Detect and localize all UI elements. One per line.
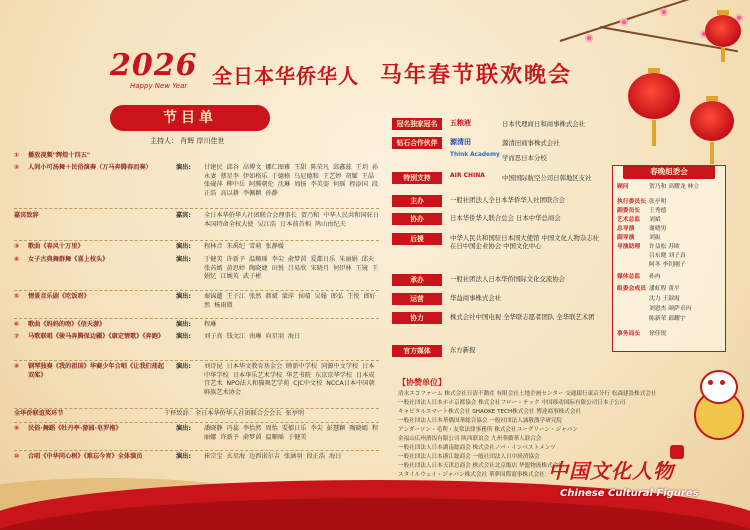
program-performers: 程林音 朱禹纪 雪莉 张静媛: [204, 243, 284, 250]
committee-names: 刘振: [649, 235, 661, 241]
committee-box: [612, 165, 726, 352]
committee-role: 副导演: [617, 235, 635, 241]
program-performers: 干杯致辞：全日本华侨华人社团联合会会长 张亭明: [164, 410, 305, 417]
divider: [14, 208, 379, 209]
program-role: 演出:: [176, 256, 191, 263]
brand-title: 中国文化人物: [548, 459, 674, 483]
organizer-value: 华益商事株式会社: [450, 294, 502, 302]
brand-subtitle: Chinese Cultural Figures: [560, 488, 699, 499]
organizer-row: [392, 137, 627, 151]
organizer-value: 日本华侨华人联合总会 日本中华总商会: [450, 214, 561, 222]
association-line: 清水エコファーム 株式会社日清不動産 有限会社土地企画センター 交通銀行東京分行 松森建設株式会社: [398, 391, 657, 397]
organizer-row: [392, 312, 627, 326]
seal-icon: [670, 445, 684, 459]
program-role: 演出:: [176, 243, 191, 250]
program-number: ⑦: [14, 333, 20, 340]
organizer-row: [392, 152, 627, 166]
organizer-tag: 钻石合作伙伴: [392, 137, 442, 149]
committee-names: 谢晓男: [649, 226, 667, 232]
organizer-value: 一般社团法人日本华侨国际文化交流协会: [450, 275, 566, 283]
association-line: 金福山広州酒饭有限公司 陕西联谊会 九州華僑華人联合会: [398, 436, 542, 442]
program-title: 钢琴独奏《我的祖国》华裔少年合唱《让我们荡起双桨》: [28, 363, 165, 379]
organizer-tag: 运营: [392, 293, 442, 305]
lantern: [690, 96, 734, 166]
hosts-names: 肖辉 岸川佳世: [180, 137, 225, 145]
plum-blossom: [660, 8, 668, 16]
program-title: 歌曲《春风十万里》: [28, 243, 84, 250]
program-performers: 崔宗宝 玄星海 边西诺尔吉 张涵羽 段正浩 海日: [204, 453, 342, 460]
program-title: 合唱《中华同心树》《难忘今宵》全体演员: [28, 453, 143, 460]
program-performers: 刘子真 钱文江 南琳 向星羽 海日: [204, 333, 301, 340]
organizer-tag: 特别支持: [392, 172, 442, 184]
committee-names: 潘虹程 黄平: [649, 286, 680, 292]
program-role: 演出:: [176, 363, 191, 370]
association-line: 一般社団法人日本湖南総商会 株式会社ノバ・インベストメンツ: [398, 445, 556, 451]
organizer-tag: 后援: [392, 233, 442, 245]
program-role: 演出:: [176, 333, 191, 340]
committee-names: 刘恩杰 颜萨卓玛: [649, 306, 692, 312]
association-title: 【协赞单位】: [398, 378, 446, 387]
lion-mascot: [688, 370, 746, 440]
program-performers: 潘晓静 冯蕊 李怡然 周怡 雯郁日乐 李尖 彭慧颖 陶晓嫣 程丽娜 许新予 俞梦茵 温顺瑶 于健美: [204, 425, 379, 441]
organizer-value: 日本代理商日和商事株式会社: [502, 120, 586, 128]
organizer-value: 一般社团法人全日本华侨华人社团联合会: [450, 196, 566, 204]
program-performers: 秦锦蓮 王子江 张然 郝斌 蒙萍 侯晴 吴翰 郎弘 王悦 郎好然 杨雨微: [204, 293, 376, 309]
committee-role: 导演助理: [617, 244, 641, 250]
committee-names: 沈力 王淑霞: [649, 296, 680, 302]
program-number: ②: [14, 164, 20, 171]
plum-blossom: [585, 34, 593, 42]
program-number: ④: [14, 256, 20, 263]
program-role: 嘉宾:: [176, 212, 191, 219]
committee-role: 执行委员长: [617, 199, 646, 205]
program-performers: 于健美 许新予 温顺瑶 李尖 俞梦茵 爱都日乐 朱丽娟 邱天 张芮嫣 黄思婷 陶晓婕 田悦 吕易欣 宋晓月 何伊林 王镜 王娟忆 江婉英 武子彬: [204, 256, 379, 281]
program-title: 情景音乐剧《吃饭呀》: [28, 293, 90, 300]
committee-role: 艺术总监: [617, 217, 641, 223]
program-number: ⑥: [14, 321, 20, 328]
committee-names: 陈新荣 邱耀宇: [649, 316, 686, 322]
program-title: 歌曲《妈妈的吻》《信天游》: [28, 321, 106, 328]
plum-blossom: [620, 18, 628, 26]
program-role: 演出:: [176, 425, 191, 432]
hosts-label: 主持人：: [150, 137, 178, 145]
association-line: キャピタルスマート株式会社 SHAOKE TECH株式会社 博達商事株式会社: [398, 409, 582, 415]
organizer-row: [392, 172, 627, 186]
brand-logo: 源清田: [450, 138, 471, 146]
lantern: [628, 68, 680, 148]
divider: [14, 290, 379, 291]
committee-role: 顾问: [617, 184, 629, 190]
committee-names: 贺乃和 高耀龙 林立: [649, 184, 700, 190]
association-line: 一般社団法人日本天津总商会 株式会社北京飯店 华盟物流株式会社: [398, 463, 564, 469]
committee-role: 组委会成员: [617, 286, 646, 292]
committee-names: 阿冬 李钊刚子: [649, 262, 686, 268]
committee-role: 副委员长: [617, 208, 641, 214]
organizer-row: [392, 195, 627, 209]
committee-names: 王秀德: [649, 208, 667, 214]
program-number: ⑨: [14, 425, 20, 432]
program-title: 马歌联唱《骏马奔腾保边疆》《康定情歌》《奔跑》: [28, 333, 165, 340]
committee-role: 总导演: [617, 226, 635, 232]
program-role: 演出:: [176, 293, 191, 300]
program-section-title: 节目单: [110, 105, 270, 131]
organizer-value: 中华人民共和国驻日本国大使馆 中国文化人物杂志社 在日中国企业协会 中国文化中心: [450, 234, 600, 250]
program-performers: 甘建民 邱谷 高博文 娜仁图雅 王甜 陈荣凡 邱鑫蕊 王玥 孙永妻 蔡星李 伊如格乐 于德格 乌尼德和 王艺婷 胡耀 王晶 张砚萍 柳中岳 阿腾朝伦 沈琳 周扬 李美姿 何瑶 程添国 段正浩 高以耕 李佩颖 孙静: [204, 164, 379, 197]
committee-role: 事务局长: [617, 331, 641, 337]
association-line: 一般社団法人日本華僑国華総合協会 一般社団法人誠敬漢学研究院: [398, 418, 562, 424]
organizer-value: 中国国际航空公司日韩地区支社: [502, 174, 592, 182]
brand-logo: 五粮液: [450, 119, 471, 127]
program-role: 演出:: [176, 164, 191, 171]
committee-names: 许益松 苏欧: [649, 244, 680, 250]
program-performers: 刘诗昆 日本华文教育基金会 睦新中学校 同源中文学校 日本中华学校 日本华乐艺术学校 华艺书院 东京京华学校 日本成宜艺术 NPO法人和猫舞艺学苑 CJC中文校 NCCA日本中国朝鲜族艺术协会: [204, 363, 375, 396]
program-role: 演出:: [176, 321, 191, 328]
divider: [14, 450, 379, 451]
committee-names: 徐佳锐: [649, 331, 667, 337]
committee-names: 孙冉: [649, 274, 661, 280]
organizer-row: [392, 118, 627, 132]
divider: [14, 360, 379, 361]
association-line: アンダーソン・毛利・友常法律事務所 株式会社ユーグリーン・ジャパン: [398, 427, 578, 433]
organizer-tag: 协办: [392, 213, 442, 225]
organizer-row: [392, 293, 627, 307]
committee-names: 张亭明: [649, 199, 667, 205]
committee-names: 刘斌: [649, 217, 661, 223]
committee-title: 春晚组委会: [623, 165, 715, 179]
program-title: 人间小可汤舞＋民俗演奏（万马奔腾春而奏）: [28, 164, 152, 171]
program-number: ⑤: [14, 293, 20, 300]
organizer-row: [392, 345, 627, 359]
organizer-tag: 协力: [392, 312, 442, 324]
program-title: 嘉宾致辞: [14, 212, 39, 219]
committee-role: 媒体总监: [617, 274, 641, 280]
poster-title: 全日本华侨华人: [212, 64, 359, 88]
organizer-tag: 主办: [392, 195, 442, 207]
program-number: ⑩: [14, 453, 20, 460]
divider: [14, 318, 379, 319]
divider: [14, 408, 379, 409]
organizer-value: 学而思日本分校: [502, 154, 547, 162]
brand-logo: Think Academy: [450, 152, 500, 158]
program-number: ⑧: [14, 363, 20, 370]
divider: [14, 240, 379, 241]
year-logo-subtitle: Happy New Year: [130, 82, 188, 90]
program-number: ①: [14, 152, 20, 159]
organizer-row: [392, 233, 627, 250]
poster-title-accent: 马年春节联欢晚会: [380, 62, 573, 88]
organizer-tag: 冠名独家冠名: [392, 118, 442, 130]
year-logo: 2026: [110, 48, 198, 83]
brand-logo: AIR CHINA: [450, 172, 485, 179]
association-line: 一般社団法人日本ホホ京都協会 株式会社フロー・テック 中国移动国际有限公司日本子公司: [398, 400, 626, 406]
organizer-row: [392, 274, 627, 288]
program-performers: 程琳: [204, 321, 217, 328]
program-title: 播放视频"辉煌十四五": [28, 152, 91, 159]
organizer-value: 株式会社中国电视 全华联志愿者团队 全华联艺术团: [450, 313, 595, 321]
program-title: 女子古典舞群舞《喜上枝头》: [28, 256, 109, 263]
organizer-value: 源清田商事株式会社: [502, 139, 560, 147]
association-line: スタイルウェイ・ジャパン株式会社 華夢国際商事株式会社: [398, 472, 545, 478]
program-performers: 全日本华侨华人社团联合会理事长 贺乃和 中华人民共和国驻日本国特命全权大使 吴江浩 日本前首相 鸠山由纪夫: [204, 212, 379, 228]
hosts-line: [150, 136, 224, 146]
program-title: 民俗·舞蹈《牡丹亭·游园·皂罗袍》: [28, 425, 122, 432]
divider: [14, 422, 379, 423]
program-role: 演出:: [176, 453, 191, 460]
lantern: [705, 10, 741, 62]
program-number: ③: [14, 243, 20, 250]
organizer-tag: 官方媒体: [392, 345, 442, 357]
organizer-row: [392, 213, 627, 227]
association-line: 一般社団法人日本浙江総商会 一般社団法人日中経済協会: [398, 454, 540, 460]
organizer-tag: 承办: [392, 274, 442, 286]
organizer-value: 东方新报: [450, 346, 476, 354]
program-title: 全华侨联谊奖环节: [14, 410, 64, 417]
committee-names: 吕东晓 刘子真: [649, 253, 686, 259]
